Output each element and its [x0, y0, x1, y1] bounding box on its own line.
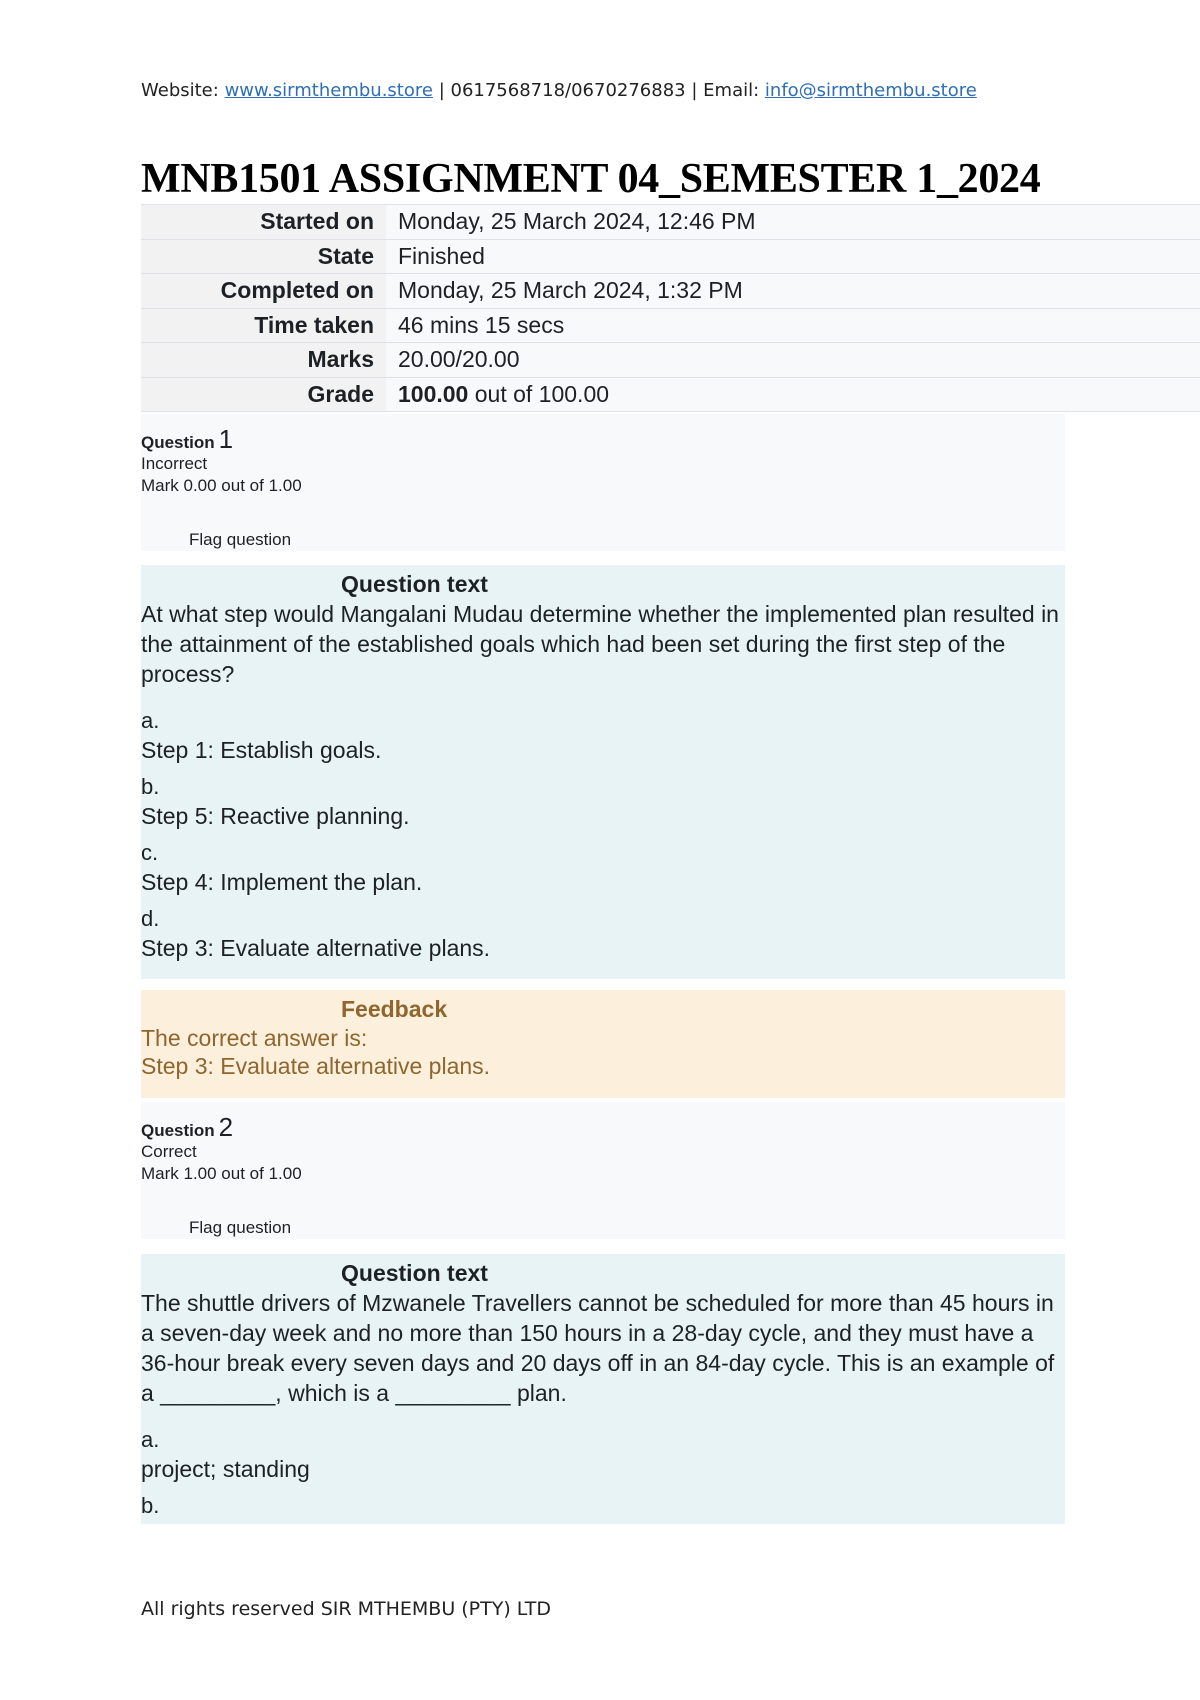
- summary-label: Completed on: [141, 274, 386, 309]
- summary-row: [141, 274, 1200, 309]
- question-1-info: [141, 414, 1065, 551]
- question-state: Incorrect: [141, 454, 208, 473]
- question-2-info: [141, 1102, 1065, 1239]
- website-label: Website:: [141, 80, 219, 101]
- summary-value: 46 mins 15 secs: [386, 308, 1200, 343]
- option-text: Step 4: Implement the plan.: [141, 869, 423, 895]
- feedback-text: The correct answer is:: [141, 1025, 368, 1051]
- answer-option[interactable]: [141, 905, 1065, 963]
- feedback-heading: Feedback: [341, 996, 448, 1022]
- option-letter: c.: [141, 840, 159, 865]
- answer-option[interactable]: [141, 773, 1065, 831]
- summary-value: Monday, 25 March 2024, 12:46 PM: [386, 205, 1200, 240]
- summary-row: [141, 308, 1200, 343]
- question-number-value: 2: [218, 1112, 234, 1142]
- summary-value: Monday, 25 March 2024, 1:32 PM: [386, 274, 1200, 309]
- email-label: Email:: [703, 80, 760, 101]
- question-number: Question 1: [141, 424, 234, 454]
- summary-label: Marks: [141, 343, 386, 378]
- summary-label: Time taken: [141, 308, 386, 343]
- question-1-formulation: [141, 565, 1065, 979]
- question-text-heading: Question text: [341, 1260, 488, 1286]
- summary-value: 20.00/20.00: [386, 343, 1200, 378]
- option-text: Step 3: Evaluate alternative plans.: [141, 935, 491, 961]
- question-1-feedback: [141, 990, 1065, 1098]
- question-2-formulation: [141, 1254, 1065, 1524]
- question-mark: Mark 1.00 out of 1.00: [141, 1164, 302, 1183]
- answer-option[interactable]: [141, 839, 1065, 897]
- summary-label: Started on: [141, 205, 386, 240]
- correct-answer: Step 3: Evaluate alternative plans.: [141, 1053, 491, 1079]
- contact-header: [141, 80, 977, 101]
- flag-question-link[interactable]: Flag question: [189, 530, 292, 549]
- grade-out-of: out of 100.00: [474, 380, 610, 407]
- question-text: At what step would Mangalani Mudau determine whether the implemented plan resulted in the attainment of the established goals which had been set during the first step of the process?: [141, 601, 1059, 687]
- option-letter: d.: [141, 906, 160, 931]
- summary-row: [141, 205, 1200, 240]
- attempt-summary-table: [141, 204, 1200, 412]
- separator: |: [438, 80, 445, 101]
- answer-option[interactable]: [141, 707, 1065, 765]
- option-text: Step 1: Establish goals.: [141, 737, 382, 763]
- email-link[interactable]: info@sirmthembu.store: [764, 80, 977, 101]
- question-text-heading: Question text: [341, 571, 488, 597]
- question-text: The shuttle drivers of Mzwanele Travellers cannot be scheduled for more than 45 hours in a seven-day week and no more than 150 hours in a 28-day cycle, and they must have a 36-hour break every seven days and 20 days off in an 84-day cycle. This is an example of a _________, which is a _________ plan.: [141, 1290, 1055, 1406]
- answer-option[interactable]: [141, 1426, 1065, 1484]
- website-link[interactable]: www.sirmthembu.store: [224, 80, 433, 101]
- summary-value: [386, 377, 1200, 412]
- question-mark: Mark 0.00 out of 1.00: [141, 476, 302, 495]
- summary-label: Grade: [141, 377, 386, 412]
- option-text: project; standing: [141, 1456, 310, 1482]
- option-text: Step 5: Reactive planning.: [141, 803, 410, 829]
- option-letter: b.: [141, 774, 160, 799]
- option-letter: a.: [141, 1427, 160, 1452]
- question-number: Question 2: [141, 1112, 234, 1142]
- summary-row: [141, 239, 1200, 274]
- answer-option[interactable]: [141, 1492, 1065, 1520]
- footer-copyright: All rights reserved SIR MTHEMBU (PTY) LTD: [141, 1598, 552, 1620]
- option-letter: b.: [141, 1493, 160, 1518]
- grade-value: 100.00: [398, 380, 469, 407]
- summary-row: [141, 377, 1200, 412]
- summary-value: Finished: [386, 239, 1200, 274]
- option-letter: a.: [141, 708, 160, 733]
- phone-numbers: 0617568718/0670276883: [450, 80, 686, 101]
- page-title: MNB1501 ASSIGNMENT 04_SEMESTER 1_2024: [141, 156, 1041, 202]
- summary-row: [141, 343, 1200, 378]
- flag-question-link[interactable]: Flag question: [189, 1218, 292, 1237]
- separator: |: [691, 80, 698, 101]
- question-state: Correct: [141, 1142, 197, 1161]
- summary-label: State: [141, 239, 386, 274]
- question-number-value: 1: [218, 424, 234, 454]
